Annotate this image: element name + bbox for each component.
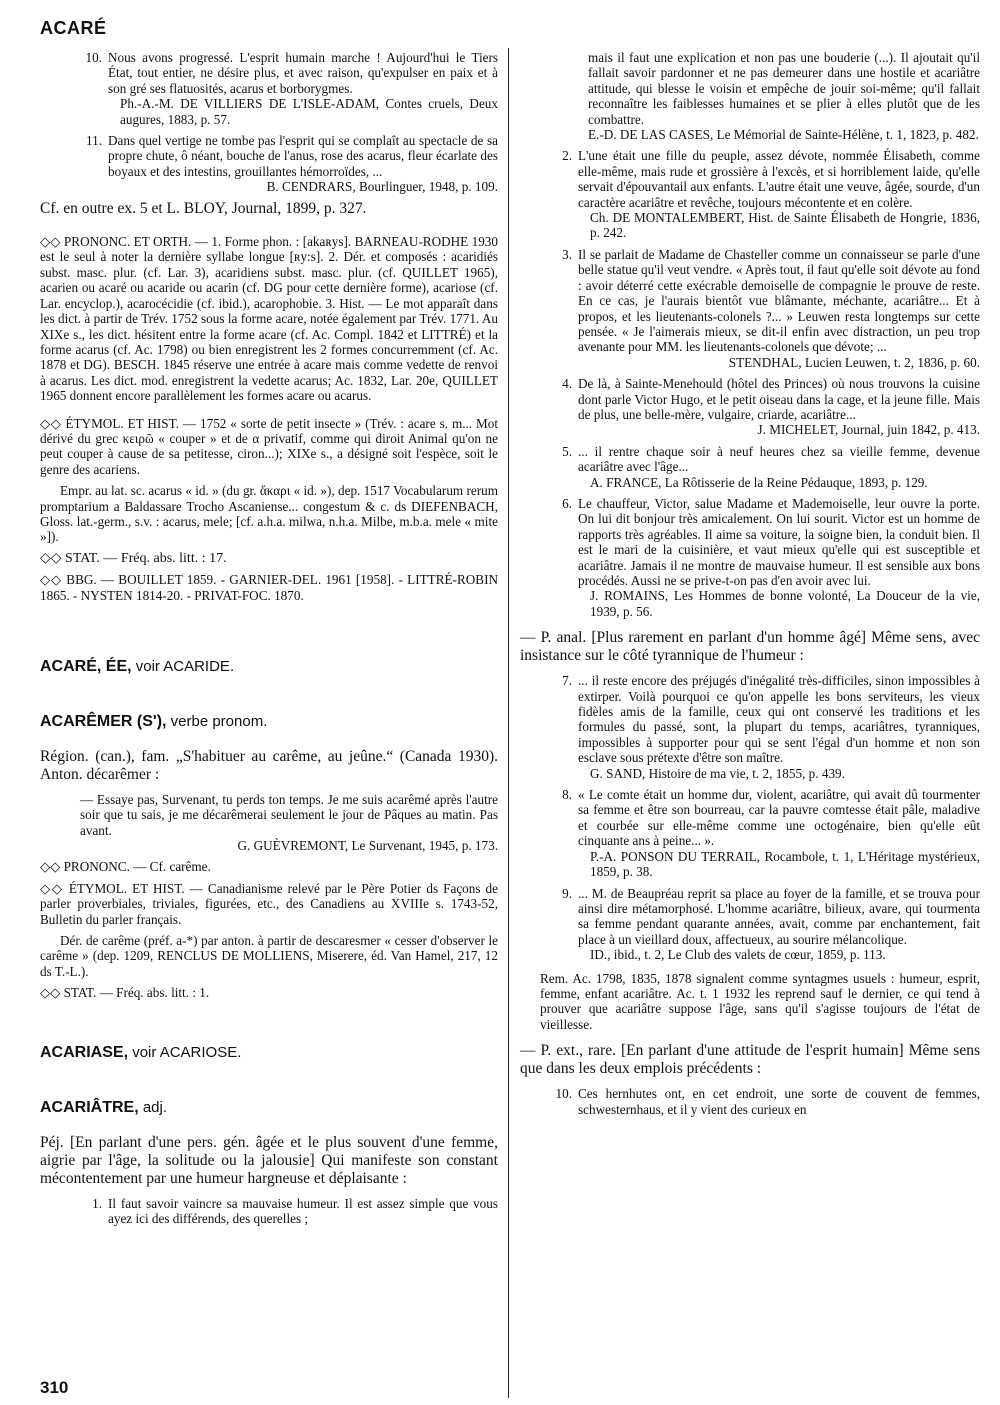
example-number: 7. <box>562 673 572 689</box>
example-source: Ch. DE MONTALEMBERT, Hist. de Sainte Élisabeth de Hongrie, 1836, p. 242. <box>590 210 980 241</box>
entry-headword: ACARIASE, <box>40 1043 129 1061</box>
example-10-right <box>520 1086 980 1117</box>
example-8 <box>520 787 980 879</box>
example-source: P.-A. PONSON DU TERRAIL, Rocambole, t. 1, L'Héritage mystérieux, 1859, p. 38. <box>590 848 980 880</box>
example-source: ID., ibid., t. 2, Le Club des valets de cœur, 1859, p. 113. <box>590 947 886 963</box>
example-7 <box>520 673 980 781</box>
example-number: 9. <box>562 885 572 901</box>
example-text: « Le comte était un homme dur, violent, acariâtre, qui avait dû tourmenter sa femme et être son bourreau, car la pauvre comtesse était pâle, maladive et courbée sur elle-même comme une octogénaire, bien qu'elle eût cinquante ans à peine... ». <box>578 787 980 849</box>
example-source: J. ROMAINS, Les Hommes de bonne volonté, La Douceur de la vie, 1939, p. 56. <box>590 588 980 619</box>
empr-paragraph: Empr. au lat. sc. acarus « id. » (du gr. ἄκαρι « id. »), dep. 1517 Vocabularum rerum promptarium a Baldassare Trocho Ascaniense... congestum & c. ds DIEFENBACH, Gloss. lat.-germ., s.v. : acarus, mele; [cf. a.h.a. milwa, n.h.a. Milbe, m.b.a. mele « mite »]). <box>40 483 498 545</box>
entry-reference: voir ACARIDE. <box>135 658 235 675</box>
example-source: STENDHAL, Lucien Leuwen, t. 2, 1836, p. 60. <box>728 354 980 370</box>
example-text: ... M. de Beaupréau reprit sa place au foyer de la famille, et se trouva pour ainsi dire métamorphosé. L'homme acariâtre, bilieux, avare, qui tourmenta sa femme pendant quarante années, avait, comme par enchantement, fait place à un vieillard doux, affectueux, au sourire mélancolique. <box>578 885 980 947</box>
example-text: Nous avons progressé. L'esprit humain marche ! Aujourd'hui le Tiers État, tout entier, ne désire plus, et avec raison, qu'expulser en paix et à son gré ses flatuosités, acarus et borborygmes. <box>108 50 498 96</box>
page-number: 310 <box>40 1378 69 1397</box>
example-number: 6. <box>562 495 572 511</box>
entry-headword: ACARÊMER (S'), <box>40 713 167 731</box>
analogy-sense: — P. anal. [Plus rarement en parlant d'un homme âgé] Même sens, avec insistance sur le côté tyrannique de l'humeur : <box>520 629 980 665</box>
example-text: ... il rentre chaque soir à neuf heures chez sa vieille femme, devenue acariâtre avec l'âge... <box>578 443 980 475</box>
example-source: J. MICHELET, Journal, juin 1842, p. 413. <box>757 422 980 438</box>
left-column <box>40 50 498 1232</box>
example-text: De là, à Sainte-Menehould (hôtel des Princes) où nous trouvons la cuisine dont parle Victor Hugo, et le petit oiseau dans la cage, et la jeune fille. Mais de plus, une belle-mère, vulgaire, criarde, acariâtre... <box>578 376 980 422</box>
entry-acariase <box>40 1045 498 1060</box>
right-column <box>520 50 980 1123</box>
example-9 <box>520 886 980 963</box>
example-source: E.-D. DE LAS CASES, Le Mémorial de Sainte-Hélène, t. 1, 1823, p. 482. <box>588 127 979 143</box>
example-6 <box>520 496 980 619</box>
quote-text: — Essaye pas, Survenant, tu perds ton temps. Je me suis acarêmé après l'autre soir que tu sais, je me décarêmerai seulement le jour de Pâques au matin. Pas avant. <box>80 791 498 838</box>
column-divider <box>508 48 509 1398</box>
example-text: Il se parlait de Madame de Chasteller comme un connaisseur se parle d'une belle statue qu'il veut vendre. « Après tout, il faut qu'elle soit dévote au fond : avoir déterré cette exécrable demoiselle de compagnie le prouve de reste. En ce cas, je l'aurais bientôt vue blâmante, méchante, acariâtre... Et à propos, et les lieutenants-colonels ?... » Leuwen resta longtemps sur cette pensée. « Je l'aimerais mieux, se dit-il enfin avec distraction, un peu trop avenante pour MM. les lieutenants-colonels que dévote; ... <box>578 246 980 355</box>
prononc-section: ◇◇ PRONONC. ET ORTH. — 1. Forme phon. : [akaʀys]. BARNEAU-RODHE 1930 est le seul à noter la dernière syllabe longue [ʀy:s]. 2. Dér. et composés : acaridiés subst. masc. plur. (cf. Lar. 3), acaridiens subst. masc. plur. (cf. QUILLET 1965), acarien ou acaré ou acaride ou acarin (cf. DG pour cette dernière forme), acariose (cf. Lar. encyclop.), acarocécidie (cf. ibid.), acarophobie. 3. Hist. — Le mot apparaît dans les dict. à partir de Trév. 1752 sous la forme acare, notée également par Trév. 1771. Au XIXe s., les dict. hésitent entre la forme acare (cf. Ac. Compl. 1842 et LITTRÉ) et la forme acarus (cf. Ac. 1798) ou bien enregistrent les 2 formes concurremment (cf. Ac. 1878 et DG). BESCH. 1845 réserve une entrée à acare mais comme vedette de renvoi à acarus. Les dict. mod. enregistrent la vedette acarus; Ac. 1832, Lar. 20e, QUILLET 1965 donnent encore parallèlement les formes acare ou acarus. <box>40 234 498 404</box>
extension-sense: — P. ext., rare. [En parlant d'une attitude de l'esprit humain] Même sens que dans les deux emplois précédents : <box>520 1042 980 1078</box>
entry-acaremer <box>40 714 498 729</box>
example-1 <box>40 1196 498 1227</box>
example-text: ... il reste encore des préjugés d'inégalité très-difficiles, sinon impossibles à extirper. Voilà pourquoi ce qu'on appelle les bons serviteurs, les vieux fidèles amis de la famille, ceux qui ont conservé les traditions et les formules du passé, sont, la plupart du temps, acariâtres, tyranniques, impossibles à supporter pour qui se sent l'égal d'un homme et non son esclave sous prétexte d'être son maître. <box>578 673 980 766</box>
stat-section: ◇◇ STAT. — Fréq. abs. litt. : 17. <box>40 550 227 566</box>
example-number: 10. <box>85 50 102 65</box>
acaremer-definition: Région. (can.), fam. „S'habituer au carême, au jeûne.“ (Canada 1930). Anton. décarêmer : <box>40 747 498 783</box>
entry-acare <box>40 659 498 674</box>
entry-headword: ACARÉ, ÉE, <box>40 658 132 675</box>
example-3 <box>520 247 980 370</box>
acaremer-stat: ◇◇ STAT. — Fréq. abs. litt. : 1. <box>40 985 210 1001</box>
quote-source: G. GUÈVREMONT, Le Survenant, 1945, p. 173. <box>237 838 498 854</box>
example-number: 11. <box>86 133 102 149</box>
example-text: Il faut savoir vaincre sa mauvaise humeur. Il est assez simple que vous ayez ici des différends, des querelles ; <box>108 1195 498 1226</box>
example-source: B. CENDRARS, Bourlinguer, 1948, p. 109. <box>266 179 498 195</box>
example-2 <box>520 148 980 240</box>
running-header: ACARÉ <box>40 18 107 38</box>
entry-headword: ACARIÂTRE, <box>40 1099 139 1117</box>
etymol-section: ◇◇ ÉTYMOL. ET HIST. — 1752 « sorte de petit insecte » (Trév. : acare s. m... Mot dérivé du grec κειρῶ « couper » et de α privatif, comme qui diroit Animal qu'on ne peut couper à cause de sa petitesse, ciron...); XIXe s., a désigné soit l'espèce, soit le genre des acariens. <box>40 415 498 477</box>
example-text: Le chauffeur, Victor, salue Madame et Mademoiselle, leur ouvre la porte. On lui dit bonjour très amicalement. On lui sourit. Victor est un homme de rapports très agréables. Il aime sa voiture, la soigne bien, la conduit bien. Il est le mari de la cuisinière, et vaut mieux qu'elle qui est susceptible et acariâtre. Jamais il ne montre de mauvaise humeur. Il est sensible aux bons procédés. Aussi ne se prive-t-on pas d'en avoir avec lui. <box>578 495 980 588</box>
example-number: 10. <box>555 1086 572 1102</box>
example-source: A. FRANCE, La Rôtisserie de la Reine Pédauque, 1893, p. 129. <box>590 474 928 490</box>
example-1-continued <box>520 50 980 142</box>
example-number: 4. <box>562 376 572 392</box>
bbg-section: ◇◇ BBG. — BOUILLET 1859. - GARNIER-DEL. 1961 [1958]. - LITTRÉ-ROBIN 1865. - NYSTEN 1814-20. - PRIVAT-FOC. 1870. <box>40 572 498 603</box>
example-text: L'une était une fille du peuple, assez dévote, nommée Élisabeth, comme elle-même, mais rude et grossière à l'excès, et si horriblement laide, qu'elle servait d'épouvantail aux enfants. L'autre était une veuve, âgée, sourde, d'un caractère acariâtre et revêche, toujours mécontente et en colère. <box>578 148 980 210</box>
example-text: Ces hernhutes ont, en cet endroit, une sorte de couvent de femmes, schwesternhaus, et il y vient des curieux en <box>578 1086 980 1117</box>
example-5 <box>520 444 980 490</box>
example-number: 2. <box>562 148 572 164</box>
example-source: G. SAND, Histoire de ma vie, t. 2, 1855, p. 439. <box>590 765 845 781</box>
entry-reference: voir ACARIOSE. <box>132 1043 242 1061</box>
entry-pos: adj. <box>142 1099 168 1117</box>
example-number: 8. <box>562 787 572 803</box>
example-text: Dans quel vertige ne tombe pas l'esprit qui se complaît au spectacle de sa propre chute, ô néant, bouche de l'anus, rose des acarus, fleur écarlate des boyaux et des intestins, grouillantes hémorroïdes, ... <box>108 133 498 179</box>
example-number: 3. <box>562 246 572 262</box>
example-10 <box>40 50 498 127</box>
example-number: 1. <box>92 1195 102 1211</box>
acaremer-quote <box>40 792 498 854</box>
acaremer-derivation: Dér. de carême (préf. a-*) par anton. à partir de descaresmer « cesser d'observer le carême » (dep. 1209, RENCLUS DE MOLLIENS, Miserere, éd. Van Hamel, 217, 12 ds T.-L.). <box>40 933 498 979</box>
acaremer-prononc: ◇◇ PRONONC. — Cf. carême. <box>40 859 211 875</box>
example-number: 5. <box>562 443 572 459</box>
example-text: mais il faut une explication et non pas une bouderie (...). Il ajoutait qu'il fallait savoir pardonner et ne pas demeurer dans une hostile et acariâtre attitude, qui blesse le voisin et empêche de jouir soi-même; qu'il fallait reconnaître les faiblesses humaines et se plier à elles plutôt que de les combattre. <box>588 50 980 127</box>
acariatre-definition: Péj. [En parlant d'une pers. gén. âgée et le plus souvent d'une femme, aigrie par l'âge, la solitude ou la jalousie] Qui manifeste son constant mécontentement par une humeur hargneuse et déplaisante : <box>40 1133 498 1187</box>
remark: Rem. Ac. 1798, 1835, 1878 signalent comme syntagmes usuels : humeur, esprit, femme, enfant acariâtre. Ac. t. 1 1932 les reprend sauf le dernier, ce qui tend à prouver que acariâtre suppose l'âge, sans qu'il s'agisse toujours de l'état de vieillesse. <box>540 970 980 1032</box>
entry-pos: verbe pronom. <box>170 713 268 731</box>
entry-acariatre <box>40 1100 498 1115</box>
example-4 <box>520 376 980 438</box>
example-11 <box>40 133 498 195</box>
cross-reference: Cf. en outre ex. 5 et L. BLOY, Journal, 1899, p. 327. <box>40 199 367 217</box>
example-source: Ph.-A.-M. DE VILLIERS DE L'ISLE-ADAM, Contes cruels, Deux augures, 1883, p. 57. <box>120 96 498 127</box>
acaremer-etymol: ◇◇ ÉTYMOL. ET HIST. — Canadianisme relevé par le Père Potier ds Façons de parler proverbiales, triviales, figurées, etc., des Canadiens au XVIIIe s. 1743-52, Bulletin du parler français. <box>40 880 498 927</box>
